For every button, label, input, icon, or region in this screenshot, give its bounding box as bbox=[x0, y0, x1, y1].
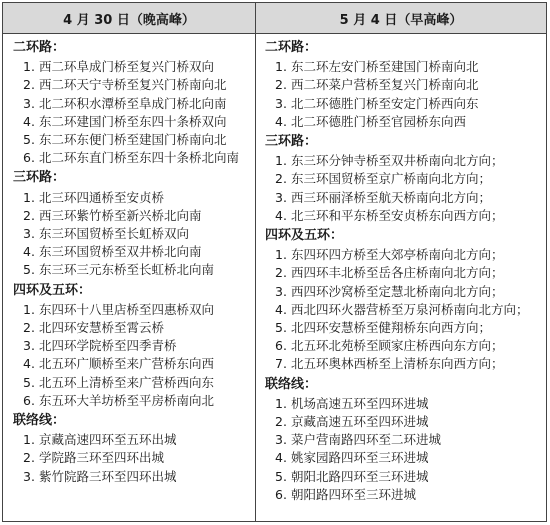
item-number: 3. bbox=[275, 283, 287, 299]
item-number: 4. bbox=[275, 301, 287, 317]
item-number: 3. bbox=[23, 468, 35, 484]
item-number: 1. bbox=[23, 189, 35, 205]
section-title: 二环路： bbox=[265, 40, 318, 55]
list-item bbox=[275, 113, 543, 131]
item-number: 1. bbox=[275, 153, 287, 169]
item-text: 京藏高速五环至四环进城 bbox=[291, 414, 429, 430]
list-item bbox=[23, 131, 249, 149]
item-number: 2. bbox=[23, 77, 35, 93]
item-text: 东四环十八里店桥至四惠桥双向 bbox=[39, 301, 215, 317]
section-title: 二环路： bbox=[13, 40, 66, 55]
item-number: 3. bbox=[275, 189, 287, 205]
column-divider bbox=[255, 3, 256, 521]
traffic-table bbox=[2, 2, 547, 522]
item-text: 北五环北苑桥至顾家庄桥西向东方向； bbox=[291, 338, 504, 354]
item-text: 西四环沙窝桥至定慧北桥南向北方向； bbox=[291, 283, 504, 299]
item-number: 3. bbox=[23, 95, 35, 111]
item-number: 5. bbox=[23, 374, 35, 390]
list-item bbox=[275, 486, 543, 504]
list-item bbox=[275, 76, 543, 94]
list-item bbox=[275, 152, 543, 170]
item-text: 东三环国贸桥至长虹桥双向 bbox=[39, 226, 190, 242]
item-number: 4. bbox=[23, 113, 35, 129]
item-number: 1. bbox=[275, 247, 287, 263]
item-number: 4. bbox=[23, 244, 35, 260]
item-number: 2. bbox=[23, 450, 35, 466]
list-item bbox=[23, 431, 249, 449]
list-item bbox=[23, 337, 249, 355]
list-item bbox=[275, 449, 543, 467]
item-number: 2. bbox=[275, 171, 287, 187]
list-item bbox=[23, 207, 249, 225]
item-number: 6. bbox=[23, 392, 35, 408]
item-number: 6. bbox=[275, 338, 287, 354]
header-right: 5 月 4 日（早高峰） bbox=[339, 12, 463, 28]
item-number: 2. bbox=[23, 320, 35, 336]
list-item bbox=[23, 189, 249, 207]
item-text: 北四环安慧桥至健翔桥东向西方向； bbox=[291, 320, 492, 336]
list-item bbox=[23, 58, 249, 76]
table-header bbox=[3, 3, 546, 34]
item-text: 北五环广顺桥至来广营桥东向西 bbox=[39, 356, 215, 372]
item-number: 3. bbox=[275, 432, 287, 448]
item-text: 西北四环火器营桥至万泉河桥南向北方向； bbox=[291, 301, 529, 317]
list-item bbox=[23, 225, 249, 243]
list-item bbox=[275, 355, 543, 373]
item-number: 3. bbox=[23, 338, 35, 354]
list-item bbox=[275, 189, 543, 207]
item-number: 5. bbox=[275, 468, 287, 484]
item-text: 西四环丰北桥至岳各庄桥南向北方向； bbox=[291, 265, 504, 281]
item-text: 东二环左安门桥至建国门桥南向北 bbox=[291, 59, 479, 75]
item-text: 东二环东便门桥至建国门桥南向北 bbox=[39, 132, 227, 148]
list-item bbox=[23, 243, 249, 261]
left-column bbox=[13, 37, 249, 521]
list-item bbox=[275, 319, 543, 337]
list-item bbox=[23, 319, 249, 337]
item-text: 紫竹院路三环至四环出城 bbox=[39, 468, 177, 484]
list-item bbox=[23, 301, 249, 319]
item-number: 2. bbox=[275, 414, 287, 430]
section-connector bbox=[13, 412, 249, 486]
item-text: 西三环紫竹桥至新兴桥北向南 bbox=[39, 207, 202, 223]
list-item bbox=[275, 246, 543, 264]
list-item bbox=[275, 58, 543, 76]
item-text: 北二环积水潭桥至阜成门桥北向南 bbox=[39, 95, 227, 111]
list-item bbox=[275, 431, 543, 449]
item-text: 姚家园路四环至三环进城 bbox=[291, 450, 429, 466]
item-number: 1. bbox=[23, 432, 35, 448]
item-text: 北四环学院桥至四季青桥 bbox=[39, 338, 177, 354]
item-number: 7. bbox=[275, 356, 287, 372]
item-text: 东三环国贸桥至双井桥北向南 bbox=[39, 244, 202, 260]
item-number: 3. bbox=[275, 95, 287, 111]
item-text: 学院路三环至四环出城 bbox=[39, 450, 165, 466]
item-text: 西二环菜户营桥至复兴门桥南向北 bbox=[291, 77, 479, 93]
list-item bbox=[275, 264, 543, 282]
item-text: 北二环德胜门桥至官园桥东向西 bbox=[291, 113, 467, 129]
list-item bbox=[275, 170, 543, 188]
item-text: 朝阳北路四环至三环进城 bbox=[291, 468, 429, 484]
list-item bbox=[23, 449, 249, 467]
section-second-ring bbox=[13, 39, 249, 167]
item-number: 1. bbox=[23, 301, 35, 317]
item-text: 北二环东直门桥至东四十条桥北向南 bbox=[39, 150, 240, 166]
item-number: 1. bbox=[23, 59, 35, 75]
item-number: 6. bbox=[275, 486, 287, 502]
item-number: 2. bbox=[23, 207, 35, 223]
item-text: 北二环德胜门桥至安定门桥西向东 bbox=[291, 95, 479, 111]
item-number: 4. bbox=[23, 356, 35, 372]
item-text: 东三环三元东桥至长虹桥北向南 bbox=[39, 262, 215, 278]
list-item bbox=[275, 301, 543, 319]
list-item bbox=[23, 95, 249, 113]
list-item bbox=[23, 374, 249, 392]
list-item bbox=[23, 355, 249, 373]
list-item bbox=[23, 76, 249, 94]
item-number: 1. bbox=[275, 59, 287, 75]
list-item bbox=[23, 392, 249, 410]
section-title: 联络线： bbox=[13, 413, 66, 429]
item-text: 机场高速五环至四环进城 bbox=[291, 395, 429, 411]
item-number: 1. bbox=[275, 395, 287, 411]
section-title: 三环路： bbox=[13, 170, 66, 186]
section-third-ring bbox=[265, 133, 543, 225]
list-item bbox=[275, 413, 543, 431]
right-column bbox=[265, 37, 543, 521]
list-item bbox=[23, 149, 249, 167]
item-number: 5. bbox=[275, 320, 287, 336]
list-item bbox=[275, 337, 543, 355]
header-left: 4 月 30 日（晚高峰） bbox=[63, 12, 195, 28]
section-third-ring bbox=[13, 169, 249, 279]
section-connector bbox=[265, 376, 543, 504]
item-number: 3. bbox=[23, 226, 35, 242]
list-item bbox=[275, 395, 543, 413]
item-text: 北五环奥林西桥至上清桥东向西方向； bbox=[291, 356, 504, 372]
item-text: 京藏高速四环至五环出城 bbox=[39, 432, 177, 448]
item-number: 5. bbox=[23, 262, 35, 278]
list-item bbox=[275, 283, 543, 301]
list-item bbox=[275, 207, 543, 225]
section-fourth-fifth-ring bbox=[265, 227, 543, 374]
list-item bbox=[23, 261, 249, 279]
item-text: 朝阳路四环至三环进城 bbox=[291, 486, 417, 502]
item-number: 2. bbox=[275, 265, 287, 281]
item-text: 西二环天宁寺桥至复兴门桥南向北 bbox=[39, 77, 227, 93]
list-item bbox=[275, 95, 543, 113]
item-number: 6. bbox=[23, 150, 35, 166]
section-title: 四环及五环： bbox=[13, 282, 92, 298]
item-text: 东五环大羊坊桥至平房桥南向北 bbox=[39, 392, 215, 408]
item-text: 东二环建国门桥至东四十条桥双向 bbox=[39, 113, 227, 129]
list-item bbox=[275, 468, 543, 486]
list-item bbox=[23, 468, 249, 486]
item-text: 北四环安慧桥至霄云桥 bbox=[39, 320, 165, 336]
item-number: 2. bbox=[275, 77, 287, 93]
item-number: 5. bbox=[23, 132, 35, 148]
item-text: 西三环丽泽桥至航天桥南向北方向； bbox=[291, 189, 492, 205]
item-text: 北三环和平东桥至安贞桥东向西方向； bbox=[291, 207, 504, 223]
section-title: 联络线： bbox=[265, 376, 318, 392]
item-text: 菜户营南路四环至二环进城 bbox=[291, 432, 442, 448]
item-text: 东四环四方桥至大郊亭桥南向北方向； bbox=[291, 247, 504, 263]
item-text: 北五环上清桥至来广营桥西向东 bbox=[39, 374, 215, 390]
section-title: 四环及五环： bbox=[265, 228, 344, 244]
item-text: 东三环分钟寺桥至双井桥南向北方向； bbox=[291, 153, 504, 169]
item-number: 4. bbox=[275, 450, 287, 466]
section-title: 三环路： bbox=[265, 134, 318, 150]
item-text: 东三环国贸桥至京广桥南向北方向； bbox=[291, 171, 492, 187]
list-item bbox=[23, 113, 249, 131]
item-number: 4. bbox=[275, 207, 287, 223]
section-fourth-fifth-ring bbox=[13, 282, 249, 410]
item-number: 4. bbox=[275, 113, 287, 129]
section-second-ring bbox=[265, 39, 543, 131]
item-text: 北三环四通桥至安贞桥 bbox=[39, 189, 165, 205]
item-text: 西二环阜成门桥至复兴门桥双向 bbox=[39, 59, 215, 75]
